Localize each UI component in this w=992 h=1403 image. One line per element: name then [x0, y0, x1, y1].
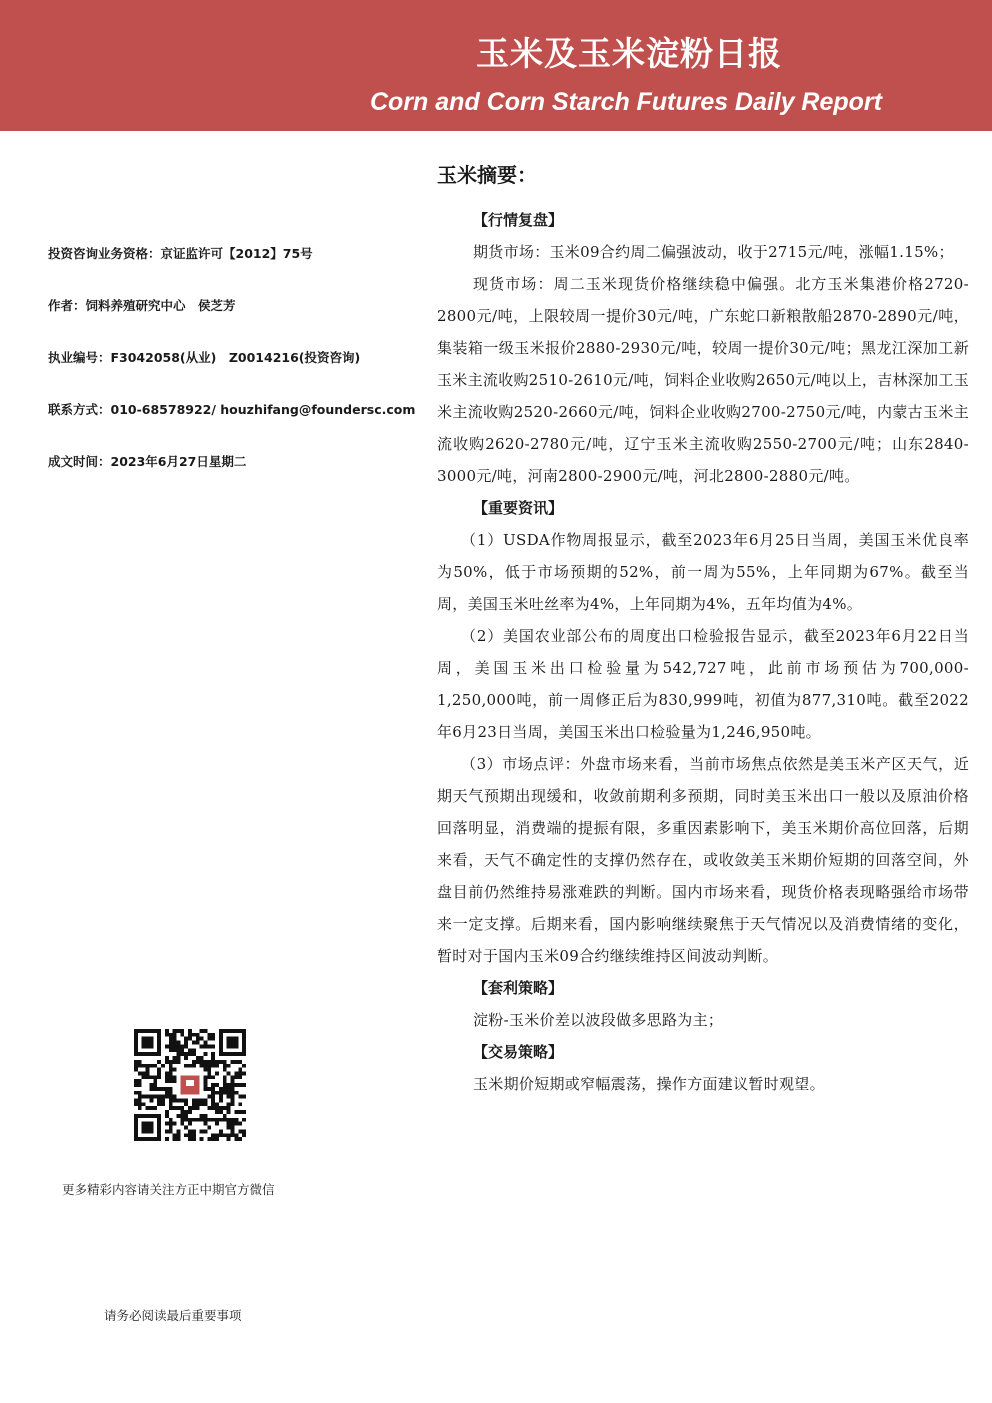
report-title: 玉米及玉米淀粉日报 [476, 34, 782, 73]
news-heading: 【重要资讯】 [473, 499, 564, 517]
contact-line: 联系方式：010-68578922/ houzhifang@foundersc.com [48, 402, 416, 417]
qualification-line: 投资咨询业务资格：京证监许可【2012】75号 [48, 246, 313, 261]
futures-market-text: 期货市场：玉米09合约周二偏强波动，收于2715元/吨，涨幅1.15%； [473, 243, 954, 261]
license-line: 执业编号：F3042058(从业) Z0014216(投资咨询) [48, 350, 361, 365]
summary-title: 玉米摘要： [437, 163, 537, 187]
date-line: 成文时间：2023年6月27日星期二 [48, 454, 247, 469]
subtitle-word: Futures [636, 88, 729, 116]
market-review-heading: 【行情复盘】 [473, 211, 564, 229]
wechat-qr-code [134, 1029, 246, 1141]
summary-column [437, 160, 969, 1100]
news-item: （1）USDA作物周报显示，截至2023年6月25日当周，美国玉米优良率为50%，低于市场预期的52%，前一周为55%，上年同期为67%。截至当周，美国玉米吐丝率为4%，上年同期为4%，五年均值为4%。 [437, 531, 969, 613]
author-line: 作者：饲料养殖研究中心 侯芝芳 [48, 298, 236, 313]
news-item: （3）市场点评：外盘市场来看，当前市场焦点依然是美玉米产区天气，近期天气预期出现缓和，收敛前期利多预期，同时美玉米出口一般以及原油价格回落明显，消费端的提振有限，多重因素影响下，美玉米期价高位回落，后期来看，天气不确定性的支撑仍然存在，或收敛美玉米期价短期的回落空间，外盘目前仍然维持易涨难跌的判断。国内市场来看，现货价格表现略强给市场带来一定支撑。后期来看，国内影响继续聚焦于天气情况以及消费情绪的变化，暂时对于国内玉米09合约继续维持区间波动判断。 [437, 755, 969, 965]
subtitle-word: Corn and Corn Starch [370, 88, 630, 116]
report-subtitle [370, 88, 882, 117]
arbitrage-text: 淀粉-玉米价差以波段做多思路为主； [473, 1011, 724, 1029]
author-info [48, 244, 428, 504]
header-banner [0, 0, 992, 131]
news-item: （2）美国农业部公布的周度出口检验报告显示，截至2023年6月22日当周，美国玉米出口检验量为542,727吨，此前市场预估为700,000-1,250,000吨，前一周修正后为830,999吨，初值为877,310吨。截至2022年6月23日当周，美国玉米出口检验量为1,246,950吨。 [437, 627, 969, 741]
trading-text: 玉米期价短期或窄幅震荡，操作方面建议暂时观望。 [473, 1075, 825, 1093]
arbitrage-heading: 【套利策略】 [473, 979, 564, 997]
subtitle-word: Daily [734, 88, 795, 116]
spot-market-text: 现货市场：周二玉米现货价格继续稳中偏强。北方玉米集港价格2720-2800元/吨，上限较周一提价30元/吨，广东蛇口新粮散船2870-2890元/吨，集装箱一级玉米报价2880-2930元/吨，较周一提价30元/吨；黑龙江深加工新玉米主流收购2510-2610元/吨，饲料企业收购2650元/吨以上，吉林深加工玉米主流收购2520-2660元/吨，饲料企业收购2700-2750元/吨，内蒙古玉米主流收购2620-2780元/吨，辽宁玉米主流收购2550-2700元/吨；山东2840-3000元/吨，河南2800-2900元/吨，河北2800-2880元/吨。 [437, 275, 969, 485]
subtitle-word: Report [801, 88, 882, 116]
qr-caption: 更多精彩内容请关注方正中期官方微信 [62, 1182, 275, 1197]
trading-heading: 【交易策略】 [473, 1043, 564, 1061]
disclaimer-note: 请务必阅读最后重要事项 [104, 1308, 242, 1323]
